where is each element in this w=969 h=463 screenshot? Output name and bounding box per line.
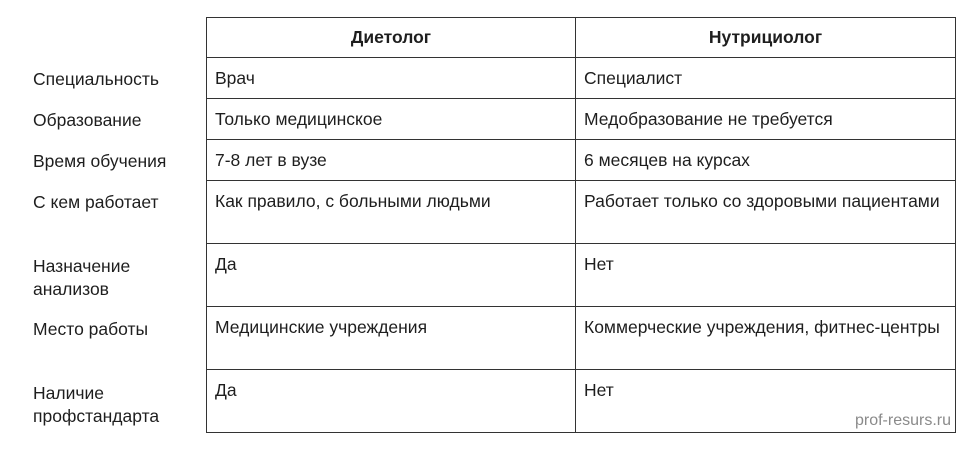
table-cell: Да bbox=[207, 370, 576, 433]
row-label-study-time: Время обучения bbox=[33, 151, 167, 171]
table-cell: Да bbox=[207, 244, 576, 307]
table-cell: Нет bbox=[576, 370, 956, 433]
table-cell: Работает только со здоровыми пациентами bbox=[576, 181, 956, 244]
row-label-specialty: Специальность bbox=[33, 69, 159, 89]
row-label-tests: Назначение анализов bbox=[33, 256, 131, 299]
watermark: prof-resurs.ru bbox=[854, 412, 951, 429]
row-label-prof-standard: Наличие профстандарта bbox=[33, 383, 160, 426]
table-row bbox=[207, 370, 956, 433]
table-cell: Только медицинское bbox=[207, 99, 576, 140]
table-header-row bbox=[207, 18, 956, 58]
column-header-nutritionist: Нутрициолог bbox=[576, 18, 956, 58]
table-cell: 6 месяцев на курсах bbox=[576, 140, 956, 181]
table-cell: Специалист bbox=[576, 58, 956, 99]
table-row bbox=[207, 181, 956, 244]
table-row bbox=[207, 140, 956, 181]
table-row bbox=[207, 244, 956, 307]
table-cell: Как правило, с больными людьми bbox=[207, 181, 576, 244]
table-cell: 7-8 лет в вузе bbox=[207, 140, 576, 181]
table-cell: Медобразование не требуется bbox=[576, 99, 956, 140]
table-cell: Медицинские учреждения bbox=[207, 307, 576, 370]
table-cell: Коммерческие учреждения, фитнес-центры bbox=[576, 307, 956, 370]
column-header-dietologist: Диетолог bbox=[207, 18, 576, 58]
table-row bbox=[207, 307, 956, 370]
row-label-workplace: Место работы bbox=[33, 319, 149, 339]
table-cell: Нет bbox=[576, 244, 956, 307]
table-cell: Врач bbox=[207, 58, 576, 99]
table-row bbox=[207, 58, 956, 99]
row-label-works-with: С кем работает bbox=[33, 192, 159, 212]
table-row bbox=[207, 99, 956, 140]
row-label-education: Образование bbox=[33, 110, 142, 130]
comparison-table bbox=[206, 17, 956, 433]
